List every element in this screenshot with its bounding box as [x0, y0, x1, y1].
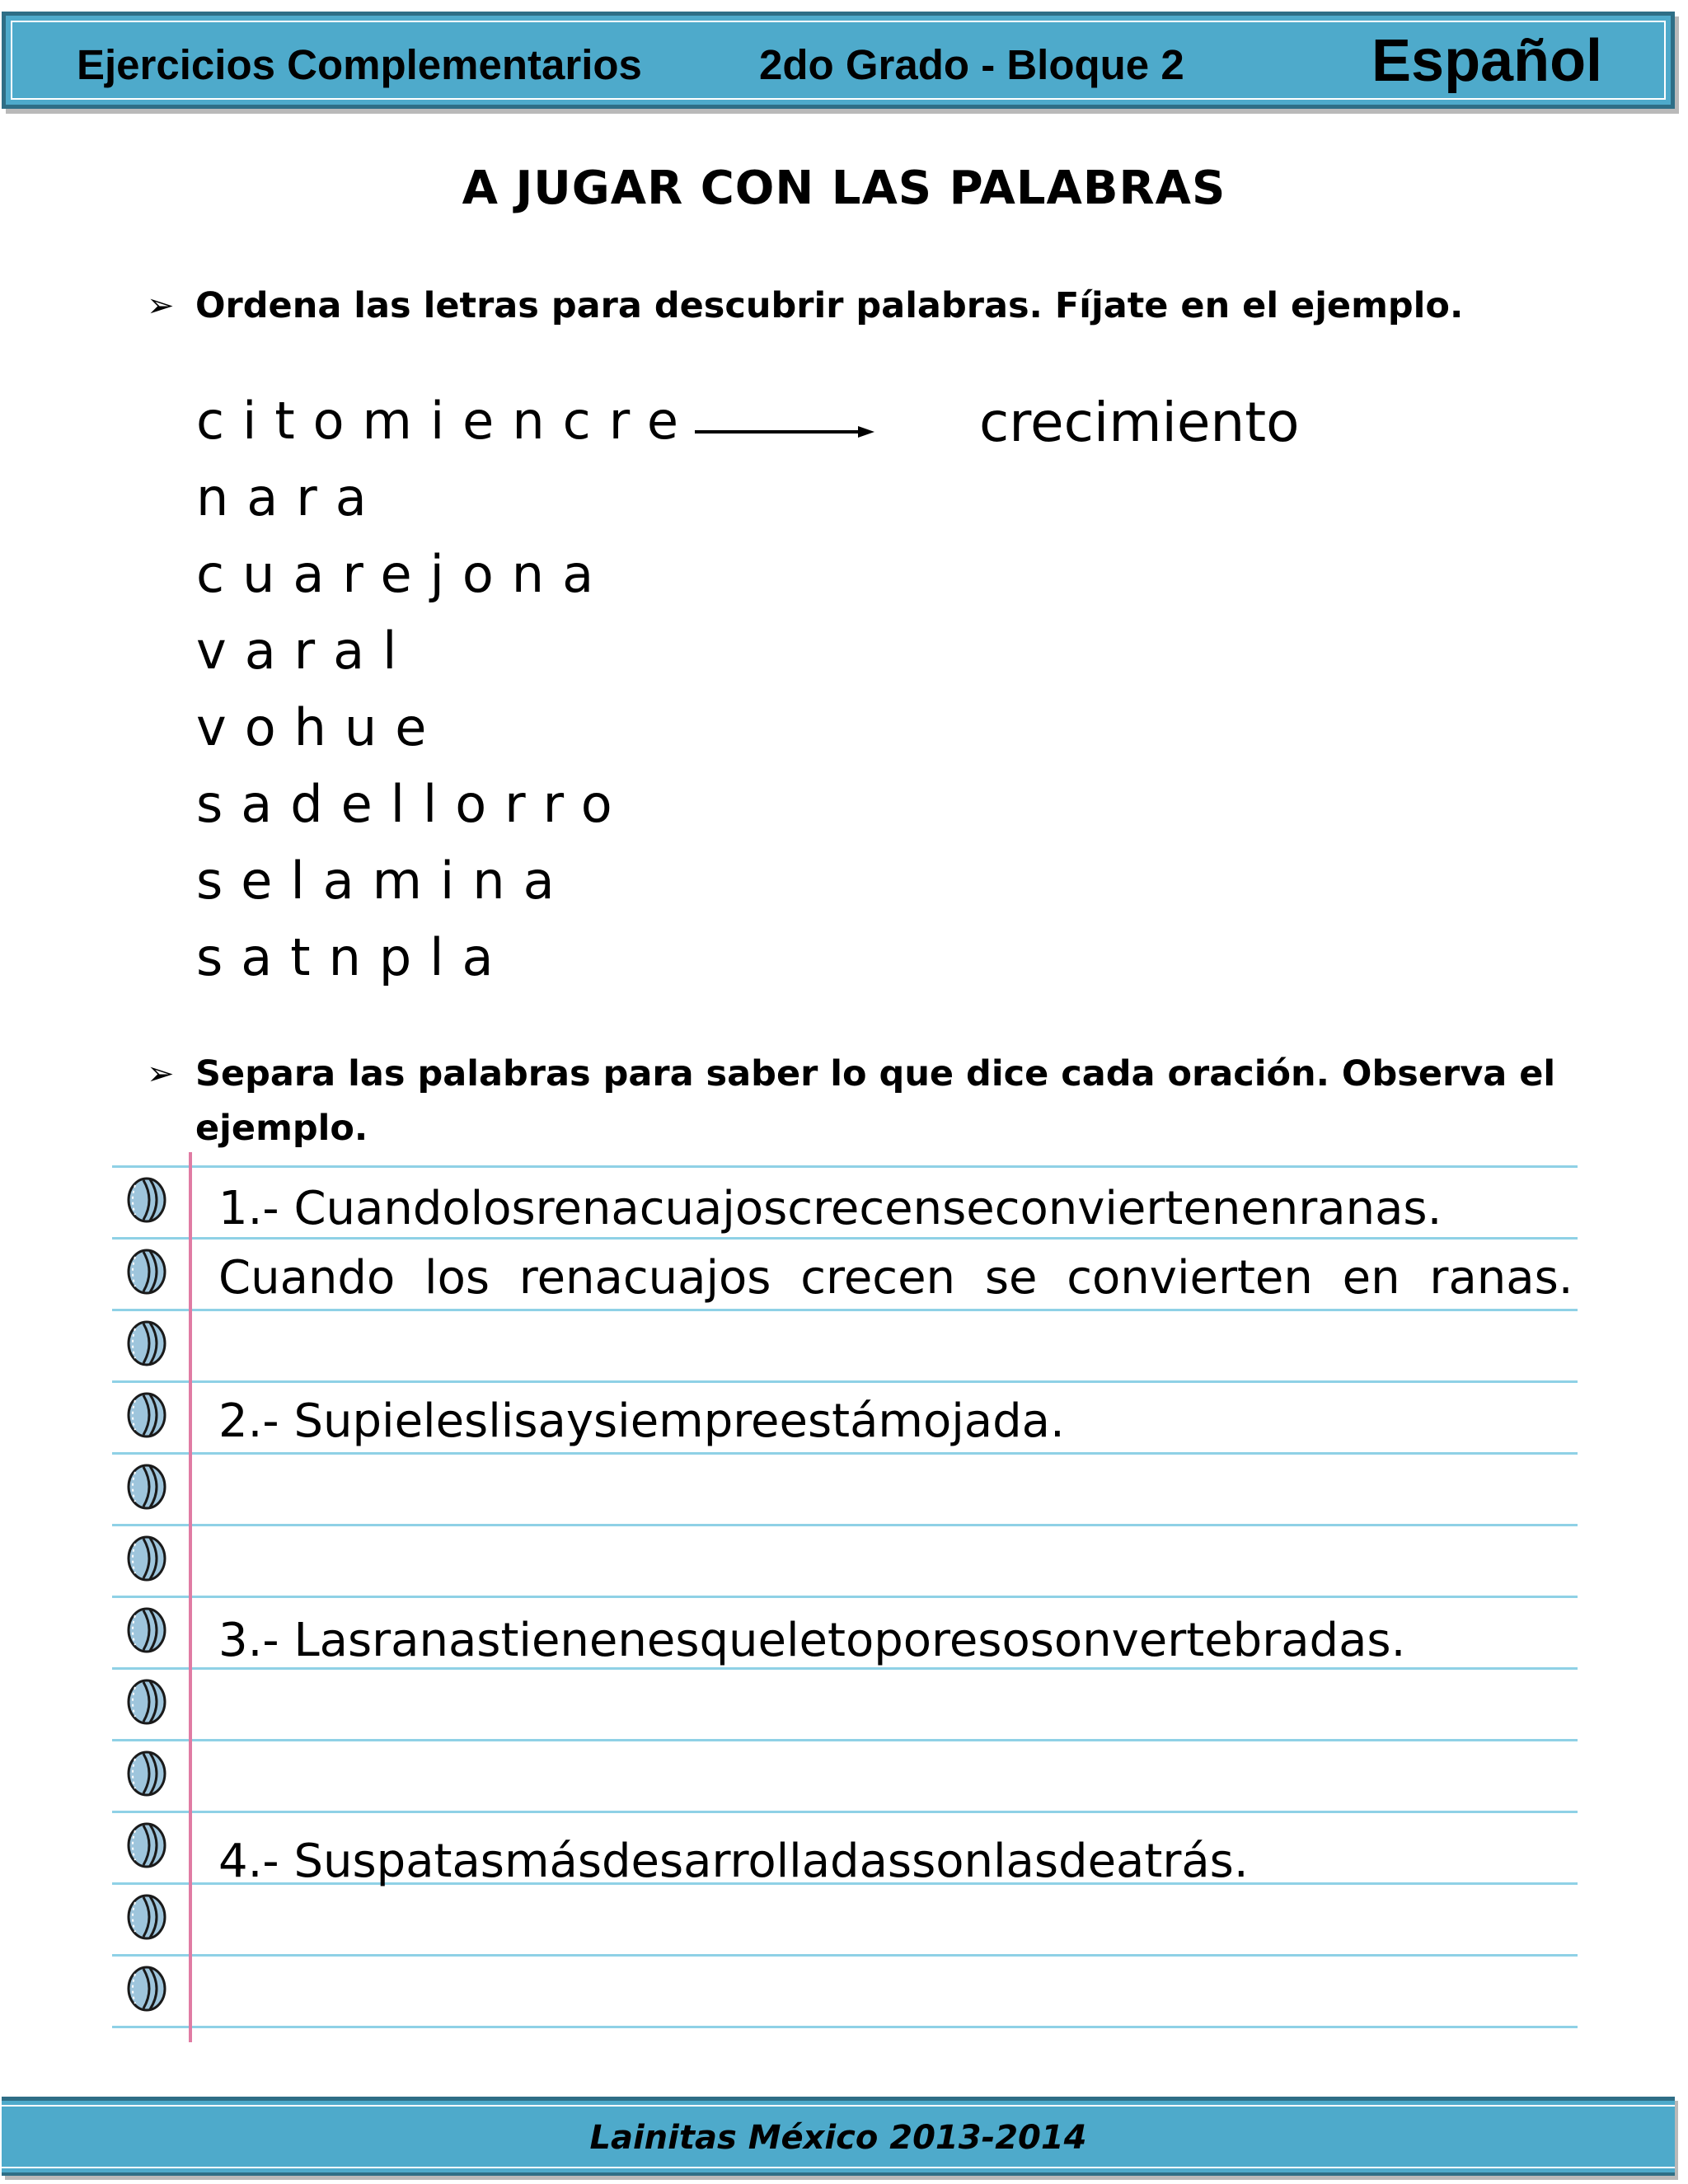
ruled-line	[112, 1309, 1578, 1311]
spiral-ring-icon	[127, 1175, 168, 1225]
page-title: A JUGAR CON LAS PALABRAS	[462, 162, 1226, 215]
ruled-line	[112, 1452, 1578, 1455]
sentence-4-joined: 4.- Suspatasmásdesarrolladassonlasdeatrás.	[218, 1835, 1249, 1888]
ruled-line	[112, 1165, 1578, 1168]
ruled-line	[112, 1596, 1578, 1598]
scrambled-word: varal	[196, 621, 415, 681]
ruled-line	[112, 1380, 1578, 1383]
ruled-line	[112, 1954, 1578, 1957]
arrow-bullet-icon: ➢	[147, 1055, 175, 1093]
header-grade-block: 2do Grado - Bloque 2	[759, 41, 1184, 88]
notebook-paper	[112, 1165, 1578, 2047]
example-answer: crecimiento	[979, 391, 1300, 454]
spiral-ring-icon	[127, 1247, 168, 1296]
spiral-ring-icon	[127, 1677, 168, 1727]
ruled-line	[112, 1524, 1578, 1526]
scrambled-word: satnpla	[196, 927, 512, 987]
header-left-title: Ejercicios Complementarios	[77, 41, 642, 88]
footer-credit: Lainitas México 2013-2014	[589, 2119, 1087, 2157]
header-banner	[2, 12, 1675, 109]
ruled-line	[112, 2026, 1578, 2028]
arrow-right-icon	[695, 424, 876, 440]
ruled-line	[112, 1667, 1578, 1670]
ruled-line	[112, 1811, 1578, 1813]
sentence-1-joined: 1.- Cuandolosrenacuajoscrecenseconviertenenranas.	[218, 1182, 1442, 1235]
scrambled-word: cuarejona	[196, 544, 612, 604]
scrambled-word: nara	[196, 467, 385, 527]
spiral-ring-icon	[127, 1319, 168, 1368]
instruction-1-text: Ordena las letras para descubrir palabras. Fíjate en el ejemplo.	[195, 285, 1464, 326]
arrow-bullet-icon: ➢	[147, 287, 175, 325]
spiral-ring-icon	[127, 1821, 168, 1870]
scrambled-word: citomiencre	[196, 391, 696, 451]
spiral-ring-icon	[127, 1964, 168, 2013]
sentence-3-joined: 3.- Lasranastienenesqueletoporesosonvertebradas.	[218, 1614, 1406, 1667]
header-subject: Español	[1372, 28, 1603, 94]
spiral-ring-icon	[127, 1749, 168, 1798]
footer-banner	[2, 2097, 1675, 2176]
instruction-2-line2: ejemplo.	[195, 1108, 368, 1149]
scrambled-word: selamina	[196, 851, 573, 911]
ruled-line	[112, 1237, 1578, 1240]
spiral-ring-icon	[127, 1605, 168, 1655]
ruled-line	[112, 1739, 1578, 1741]
spiral-ring-icon	[127, 1390, 168, 1440]
spiral-ring-icon	[127, 1462, 168, 1511]
scrambled-word: vohue	[196, 697, 445, 757]
scrambled-word: sadellorro	[196, 774, 631, 834]
spiral-ring-icon	[127, 1892, 168, 1942]
instruction-2-line1: Separa las palabras para saber lo que dice cada oración. Observa el	[195, 1053, 1556, 1094]
spiral-ring-icon	[127, 1534, 168, 1583]
sentence-2-joined: 2.- Supieleslisaysiempreestámojada.	[218, 1394, 1065, 1448]
sentence-1-separated-example: Cuando los renacuajos crecen se convierten en ranas.	[218, 1251, 1573, 1305]
margin-line	[189, 1152, 192, 2042]
